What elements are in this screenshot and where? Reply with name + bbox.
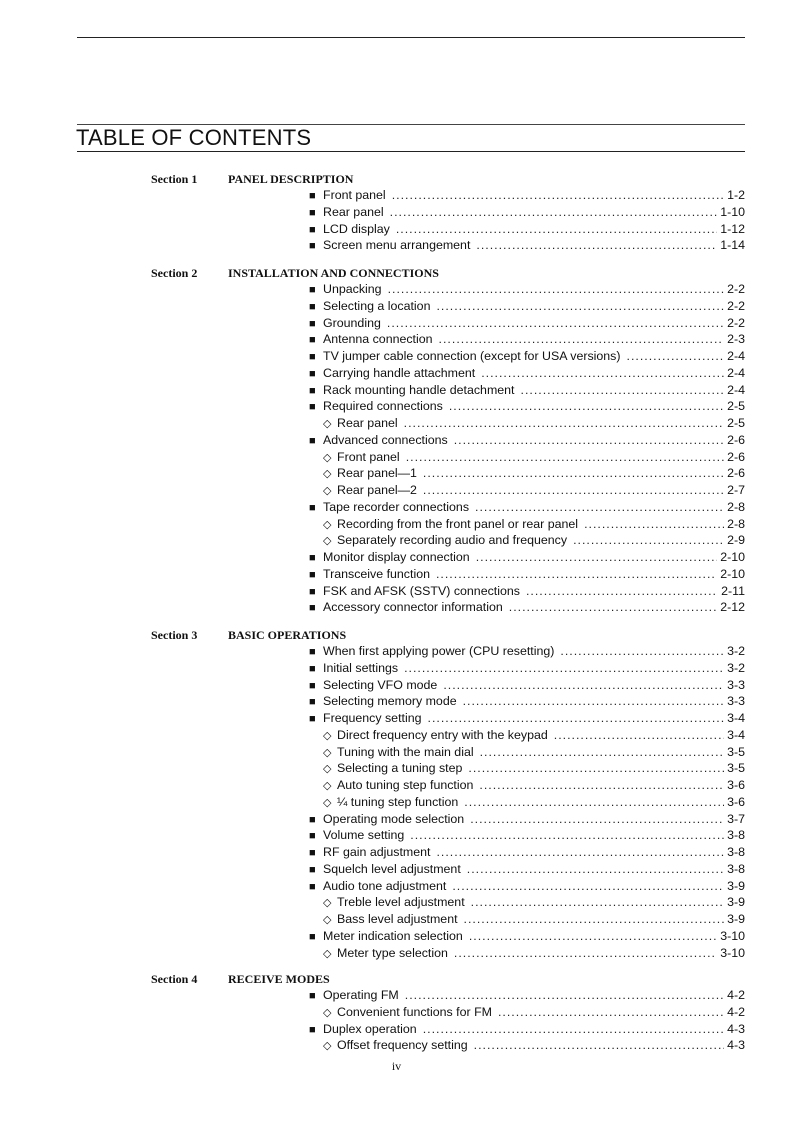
toc-entry-title: Rear panel bbox=[323, 204, 384, 219]
leader-dots bbox=[474, 1037, 724, 1053]
toc-entry-page: 2-2 bbox=[727, 315, 745, 330]
toc-entry-page: 3-6 bbox=[727, 778, 745, 792]
toc-entry-page: 2-4 bbox=[727, 365, 745, 380]
square-bullet-icon: ■ bbox=[309, 646, 316, 658]
leader-dots bbox=[476, 549, 717, 565]
toc-entry[interactable] bbox=[309, 281, 745, 297]
diamond-bullet-icon: ◇ bbox=[323, 780, 332, 792]
top-rule bbox=[77, 37, 745, 38]
diamond-bullet-icon: ◇ bbox=[323, 796, 332, 809]
toc-entry[interactable] bbox=[309, 204, 745, 220]
toc-entry-page: 2-8 bbox=[727, 499, 745, 514]
leader-dots bbox=[452, 878, 724, 894]
toc-entry-title: RF gain adjustment bbox=[323, 845, 431, 859]
toc-entry-title: Separately recording audio and frequency bbox=[337, 533, 568, 548]
toc-entry-page: 2-7 bbox=[727, 483, 745, 497]
toc-entry-title: LCD display bbox=[323, 221, 390, 236]
toc-entry-page: 3-7 bbox=[727, 811, 745, 826]
diamond-bullet-icon: ◇ bbox=[323, 1040, 332, 1053]
toc-entry-page: 3-8 bbox=[727, 845, 745, 859]
toc-entry-title: Meter indication selection bbox=[323, 928, 463, 943]
toc-entry-page: 3-5 bbox=[727, 761, 745, 776]
toc-entry-title: Rear panel—2 bbox=[337, 483, 417, 497]
toc-entry-page: 4-3 bbox=[727, 1038, 745, 1053]
leader-dots bbox=[468, 760, 724, 776]
square-bullet-icon: ■ bbox=[309, 300, 316, 313]
toc-entry-page: 3-3 bbox=[727, 694, 745, 709]
square-bullet-icon: ■ bbox=[309, 552, 316, 564]
toc-entry-title: ¼ tuning step function bbox=[337, 794, 459, 809]
square-bullet-icon: ■ bbox=[309, 813, 316, 826]
toc-entry-page: 2-5 bbox=[727, 399, 745, 414]
toc-entry-title: TV jumper cable connection (except for USA versions) bbox=[323, 349, 621, 363]
square-bullet-icon: ■ bbox=[309, 240, 316, 253]
toc-entry-title: Rear panel—1 bbox=[337, 466, 417, 481]
toc-entry[interactable] bbox=[309, 382, 745, 398]
leader-dots bbox=[470, 811, 724, 827]
leader-dots bbox=[423, 482, 724, 498]
leader-dots bbox=[521, 382, 725, 398]
toc-entry[interactable] bbox=[323, 1004, 745, 1020]
square-bullet-icon: ■ bbox=[309, 585, 316, 598]
square-bullet-icon: ■ bbox=[309, 223, 316, 236]
toc-entry-page: 1-10 bbox=[720, 204, 745, 219]
toc-entry-page: 2-10 bbox=[720, 566, 745, 581]
toc-entry-title: Auto tuning step function bbox=[337, 778, 474, 792]
leader-dots bbox=[526, 583, 718, 599]
toc-entry[interactable] bbox=[309, 693, 745, 709]
square-bullet-icon: ■ bbox=[309, 568, 316, 581]
square-bullet-icon: ■ bbox=[309, 501, 316, 514]
toc-entry[interactable] bbox=[323, 482, 745, 498]
leader-dots bbox=[498, 1004, 724, 1020]
toc-entry[interactable] bbox=[309, 827, 745, 843]
toc-entry[interactable] bbox=[323, 532, 745, 548]
toc-entry-title: Front panel bbox=[323, 188, 386, 202]
toc-entry-title: Duplex operation bbox=[323, 1021, 417, 1036]
leader-dots bbox=[439, 331, 725, 347]
leader-dots bbox=[554, 727, 724, 743]
leader-dots bbox=[479, 777, 724, 793]
leader-dots bbox=[463, 693, 724, 709]
toc-entry-title: Required connections bbox=[323, 399, 443, 414]
toc-entry[interactable] bbox=[309, 365, 745, 381]
diamond-bullet-icon: ◇ bbox=[323, 746, 332, 759]
leader-dots bbox=[436, 844, 724, 860]
toc-entry[interactable] bbox=[309, 811, 745, 827]
toc-entry-title: Carrying handle attachment bbox=[323, 365, 476, 380]
square-bullet-icon: ■ bbox=[309, 602, 316, 615]
toc-entry[interactable] bbox=[309, 331, 745, 347]
leader-dots bbox=[584, 516, 724, 532]
toc-entry[interactable] bbox=[323, 911, 745, 927]
toc-entry-page: 2-6 bbox=[727, 466, 745, 481]
diamond-bullet-icon: ◇ bbox=[323, 468, 332, 481]
toc-entry-title: Convenient functions for FM bbox=[337, 1004, 492, 1019]
toc-entry-page: 3-2 bbox=[727, 644, 745, 658]
toc-entry[interactable] bbox=[309, 566, 745, 582]
toc-entry-page: 3-4 bbox=[727, 727, 745, 742]
leader-dots bbox=[509, 599, 717, 615]
page-number: iv bbox=[391, 1059, 402, 1073]
section-title: INSTALLATION AND CONNECTIONS bbox=[228, 266, 439, 280]
toc-entry-page: 3-5 bbox=[727, 744, 745, 759]
toc-entry-page: 2-10 bbox=[720, 550, 745, 564]
toc-entry[interactable] bbox=[309, 1021, 745, 1037]
leader-dots bbox=[464, 911, 725, 927]
toc-entry-page: 1-12 bbox=[720, 221, 745, 236]
square-bullet-icon: ■ bbox=[309, 434, 316, 447]
leader-dots bbox=[464, 794, 724, 810]
leader-dots bbox=[560, 643, 724, 659]
toc-entry-title: Rear panel bbox=[337, 416, 398, 430]
toc-entry[interactable] bbox=[323, 894, 745, 910]
leader-dots bbox=[390, 204, 718, 220]
toc-entry-page: 4-2 bbox=[727, 988, 745, 1002]
toc-entry[interactable] bbox=[309, 315, 745, 331]
toc-entry-title: Meter type selection bbox=[337, 945, 448, 960]
square-bullet-icon: ■ bbox=[309, 990, 316, 1002]
square-bullet-icon: ■ bbox=[309, 662, 316, 675]
toc-entry-title: Initial settings bbox=[323, 660, 399, 675]
square-bullet-icon: ■ bbox=[309, 351, 316, 363]
toc-entry-title: Grounding bbox=[323, 315, 381, 330]
leader-dots bbox=[436, 298, 724, 314]
toc-entry-page: 2-9 bbox=[727, 533, 745, 548]
diamond-bullet-icon: ◇ bbox=[323, 914, 332, 926]
leader-dots bbox=[475, 499, 724, 515]
toc-entry[interactable] bbox=[323, 1037, 745, 1053]
toc-entry-page: 2-6 bbox=[727, 432, 745, 447]
toc-entry-title: Recording from the front panel or rear panel bbox=[337, 516, 579, 531]
leader-dots bbox=[428, 710, 725, 726]
toc-entry-page: 3-4 bbox=[727, 711, 745, 725]
square-bullet-icon: ■ bbox=[309, 367, 316, 380]
toc-entry[interactable] bbox=[309, 677, 745, 693]
page-title: TABLE OF CONTENTS bbox=[76, 125, 312, 150]
square-bullet-icon: ■ bbox=[309, 334, 316, 347]
toc-entry[interactable] bbox=[309, 643, 745, 659]
leader-dots bbox=[467, 861, 724, 877]
leader-dots bbox=[396, 221, 717, 237]
toc-entry-title: Advanced connections bbox=[323, 432, 448, 447]
leader-dots bbox=[454, 432, 724, 448]
toc-entry[interactable] bbox=[323, 415, 745, 431]
toc-entry-title: Selecting memory mode bbox=[323, 694, 457, 709]
toc-entry-title: Antenna connection bbox=[323, 332, 433, 347]
toc-entry-title: Unpacking bbox=[323, 282, 382, 296]
toc-entry-title: Screen menu arrangement bbox=[323, 238, 471, 253]
toc-entry-title: Selecting VFO mode bbox=[323, 677, 438, 692]
toc-entry[interactable] bbox=[309, 844, 745, 860]
leader-dots bbox=[387, 315, 724, 331]
leader-dots bbox=[404, 660, 724, 676]
toc-entry-page: 2-3 bbox=[727, 332, 745, 347]
toc-entry-title: Selecting a location bbox=[323, 298, 431, 313]
toc-entry[interactable] bbox=[323, 727, 745, 743]
title-underline bbox=[77, 151, 745, 152]
leader-dots bbox=[443, 677, 724, 693]
toc-entry-title: Selecting a tuning step bbox=[337, 761, 463, 776]
leader-dots bbox=[573, 532, 724, 548]
square-bullet-icon: ■ bbox=[309, 401, 316, 414]
toc-entry[interactable] bbox=[309, 987, 745, 1003]
toc-entry-title: Volume setting bbox=[323, 828, 405, 843]
leader-dots bbox=[481, 365, 724, 381]
toc-entry[interactable] bbox=[309, 398, 745, 414]
toc-entry-page: 4-3 bbox=[727, 1021, 745, 1036]
section-title: RECEIVE MODES bbox=[228, 972, 330, 986]
toc-entry-title: Accessory connector information bbox=[323, 600, 503, 615]
toc-entry-page: 2-5 bbox=[727, 416, 745, 430]
toc-entry-title: Operating FM bbox=[323, 988, 399, 1002]
toc-entry[interactable] bbox=[309, 348, 745, 364]
toc-entry-title: Direct frequency entry with the keypad bbox=[337, 727, 548, 742]
toc-entry-page: 3-3 bbox=[727, 677, 745, 692]
toc-entry-title: Audio tone adjustment bbox=[323, 878, 447, 893]
diamond-bullet-icon: ◇ bbox=[323, 518, 332, 531]
square-bullet-icon: ■ bbox=[309, 696, 316, 709]
toc-entry-page: 2-2 bbox=[727, 282, 745, 296]
toc-entry-page: 3-9 bbox=[727, 878, 745, 893]
toc-entry-title: Squelch level adjustment bbox=[323, 861, 461, 876]
diamond-bullet-icon: ◇ bbox=[323, 418, 332, 430]
diamond-bullet-icon: ◇ bbox=[323, 1006, 332, 1019]
leader-dots bbox=[454, 945, 717, 961]
leader-dots bbox=[404, 415, 724, 431]
toc-entry[interactable] bbox=[323, 744, 745, 760]
section-label: Section 3 bbox=[151, 628, 198, 642]
toc-entry-title: When first applying power (CPU resetting) bbox=[323, 644, 555, 658]
toc-entry[interactable] bbox=[309, 861, 745, 877]
leader-dots bbox=[423, 1021, 724, 1037]
toc-entry-title: Transceive function bbox=[323, 566, 430, 581]
toc-entry[interactable] bbox=[309, 710, 745, 726]
toc-entry-page: 3-9 bbox=[727, 895, 745, 910]
toc-entry[interactable] bbox=[323, 945, 745, 961]
toc-entry[interactable] bbox=[309, 549, 745, 565]
leader-dots bbox=[627, 348, 725, 364]
toc-entry-page: 3-2 bbox=[727, 660, 745, 675]
toc-entry-page: 3-6 bbox=[727, 794, 745, 809]
square-bullet-icon: ■ bbox=[309, 830, 316, 843]
section-label: Section 1 bbox=[151, 172, 198, 186]
square-bullet-icon: ■ bbox=[309, 284, 316, 296]
toc-entry[interactable] bbox=[323, 760, 745, 776]
toc-entry-title: Tape recorder connections bbox=[323, 499, 470, 514]
toc-entry-page: 2-11 bbox=[721, 583, 745, 598]
section-title: PANEL DESCRIPTION bbox=[228, 172, 354, 186]
toc-entry[interactable] bbox=[323, 449, 745, 465]
diamond-bullet-icon: ◇ bbox=[323, 485, 332, 497]
toc-entry[interactable] bbox=[323, 794, 745, 810]
square-bullet-icon: ■ bbox=[309, 863, 316, 876]
section-label: Section 2 bbox=[151, 266, 198, 280]
leader-dots bbox=[449, 398, 724, 414]
toc-entry-page: 3-9 bbox=[727, 912, 745, 926]
toc-entry-title: Rack mounting handle detachment bbox=[323, 382, 515, 397]
diamond-bullet-icon: ◇ bbox=[323, 535, 332, 548]
toc-entry-page: 1-14 bbox=[720, 238, 745, 253]
toc-entry-page: 2-4 bbox=[727, 382, 745, 397]
toc-entry[interactable] bbox=[309, 499, 745, 515]
toc-entry-page: 2-2 bbox=[727, 298, 745, 313]
diamond-bullet-icon: ◇ bbox=[323, 763, 332, 776]
section-label: Section 4 bbox=[151, 972, 198, 986]
toc-entry[interactable] bbox=[323, 516, 745, 532]
toc-entry[interactable] bbox=[309, 298, 745, 314]
diamond-bullet-icon: ◇ bbox=[323, 947, 332, 960]
toc-entry-page: 2-6 bbox=[727, 449, 745, 464]
leader-dots bbox=[405, 987, 724, 1003]
square-bullet-icon: ■ bbox=[309, 1023, 316, 1036]
toc-entry-page: 2-4 bbox=[727, 349, 745, 363]
square-bullet-icon: ■ bbox=[309, 679, 316, 692]
toc-entry-page: 3-10 bbox=[720, 928, 745, 943]
leader-dots bbox=[423, 465, 724, 481]
toc-entry-title: Treble level adjustment bbox=[337, 895, 465, 910]
diamond-bullet-icon: ◇ bbox=[323, 451, 332, 464]
toc-entry-title: Monitor display connection bbox=[323, 550, 470, 564]
toc-entry-page: 1-2 bbox=[727, 188, 745, 202]
toc-entry-title: Operating mode selection bbox=[323, 811, 465, 826]
toc-entry[interactable] bbox=[309, 928, 745, 944]
toc-entry-title: Tuning with the main dial bbox=[337, 744, 474, 759]
leader-dots bbox=[476, 237, 717, 253]
square-bullet-icon: ■ bbox=[309, 930, 316, 943]
leader-dots bbox=[480, 744, 724, 760]
toc-entry[interactable] bbox=[309, 599, 745, 615]
toc-entry-page: 2-8 bbox=[727, 516, 745, 531]
toc-entry-title: Offset frequency setting bbox=[337, 1038, 468, 1053]
square-bullet-icon: ■ bbox=[309, 847, 316, 859]
toc-entry-title: Front panel bbox=[337, 449, 400, 464]
toc-entry[interactable] bbox=[309, 187, 745, 203]
toc-entry[interactable] bbox=[309, 221, 745, 237]
square-bullet-icon: ■ bbox=[309, 880, 316, 893]
toc-entry[interactable] bbox=[309, 583, 745, 599]
toc-entry[interactable] bbox=[309, 878, 745, 894]
toc-entry[interactable] bbox=[309, 660, 745, 676]
square-bullet-icon: ■ bbox=[309, 206, 316, 219]
section-title: BASIC OPERATIONS bbox=[228, 628, 347, 642]
leader-dots bbox=[388, 281, 725, 297]
diamond-bullet-icon: ◇ bbox=[323, 897, 332, 910]
toc-entry-page: 3-8 bbox=[727, 861, 745, 876]
toc-entry-page: 2-12 bbox=[720, 600, 745, 615]
toc-entry-title: FSK and AFSK (SSTV) connections bbox=[323, 583, 520, 598]
square-bullet-icon: ■ bbox=[309, 190, 316, 202]
leader-dots bbox=[436, 566, 717, 582]
toc-entry-page: 3-10 bbox=[720, 945, 745, 960]
leader-dots bbox=[406, 449, 724, 465]
toc-entry-title: Bass level adjustment bbox=[337, 912, 458, 926]
toc-entry-page: 4-2 bbox=[727, 1004, 745, 1019]
toc-entry-title: Frequency setting bbox=[323, 711, 422, 725]
leader-dots bbox=[410, 827, 724, 843]
toc-entry[interactable] bbox=[323, 465, 745, 481]
toc-entry[interactable] bbox=[309, 432, 745, 448]
square-bullet-icon: ■ bbox=[309, 317, 316, 330]
toc-entry[interactable] bbox=[309, 237, 745, 253]
leader-dots bbox=[471, 894, 724, 910]
leader-dots bbox=[392, 187, 724, 203]
diamond-bullet-icon: ◇ bbox=[323, 729, 332, 742]
toc-entry-page: 3-8 bbox=[727, 828, 745, 843]
toc-entry[interactable] bbox=[323, 777, 745, 793]
square-bullet-icon: ■ bbox=[309, 384, 316, 397]
leader-dots bbox=[469, 928, 717, 944]
square-bullet-icon: ■ bbox=[309, 713, 316, 725]
